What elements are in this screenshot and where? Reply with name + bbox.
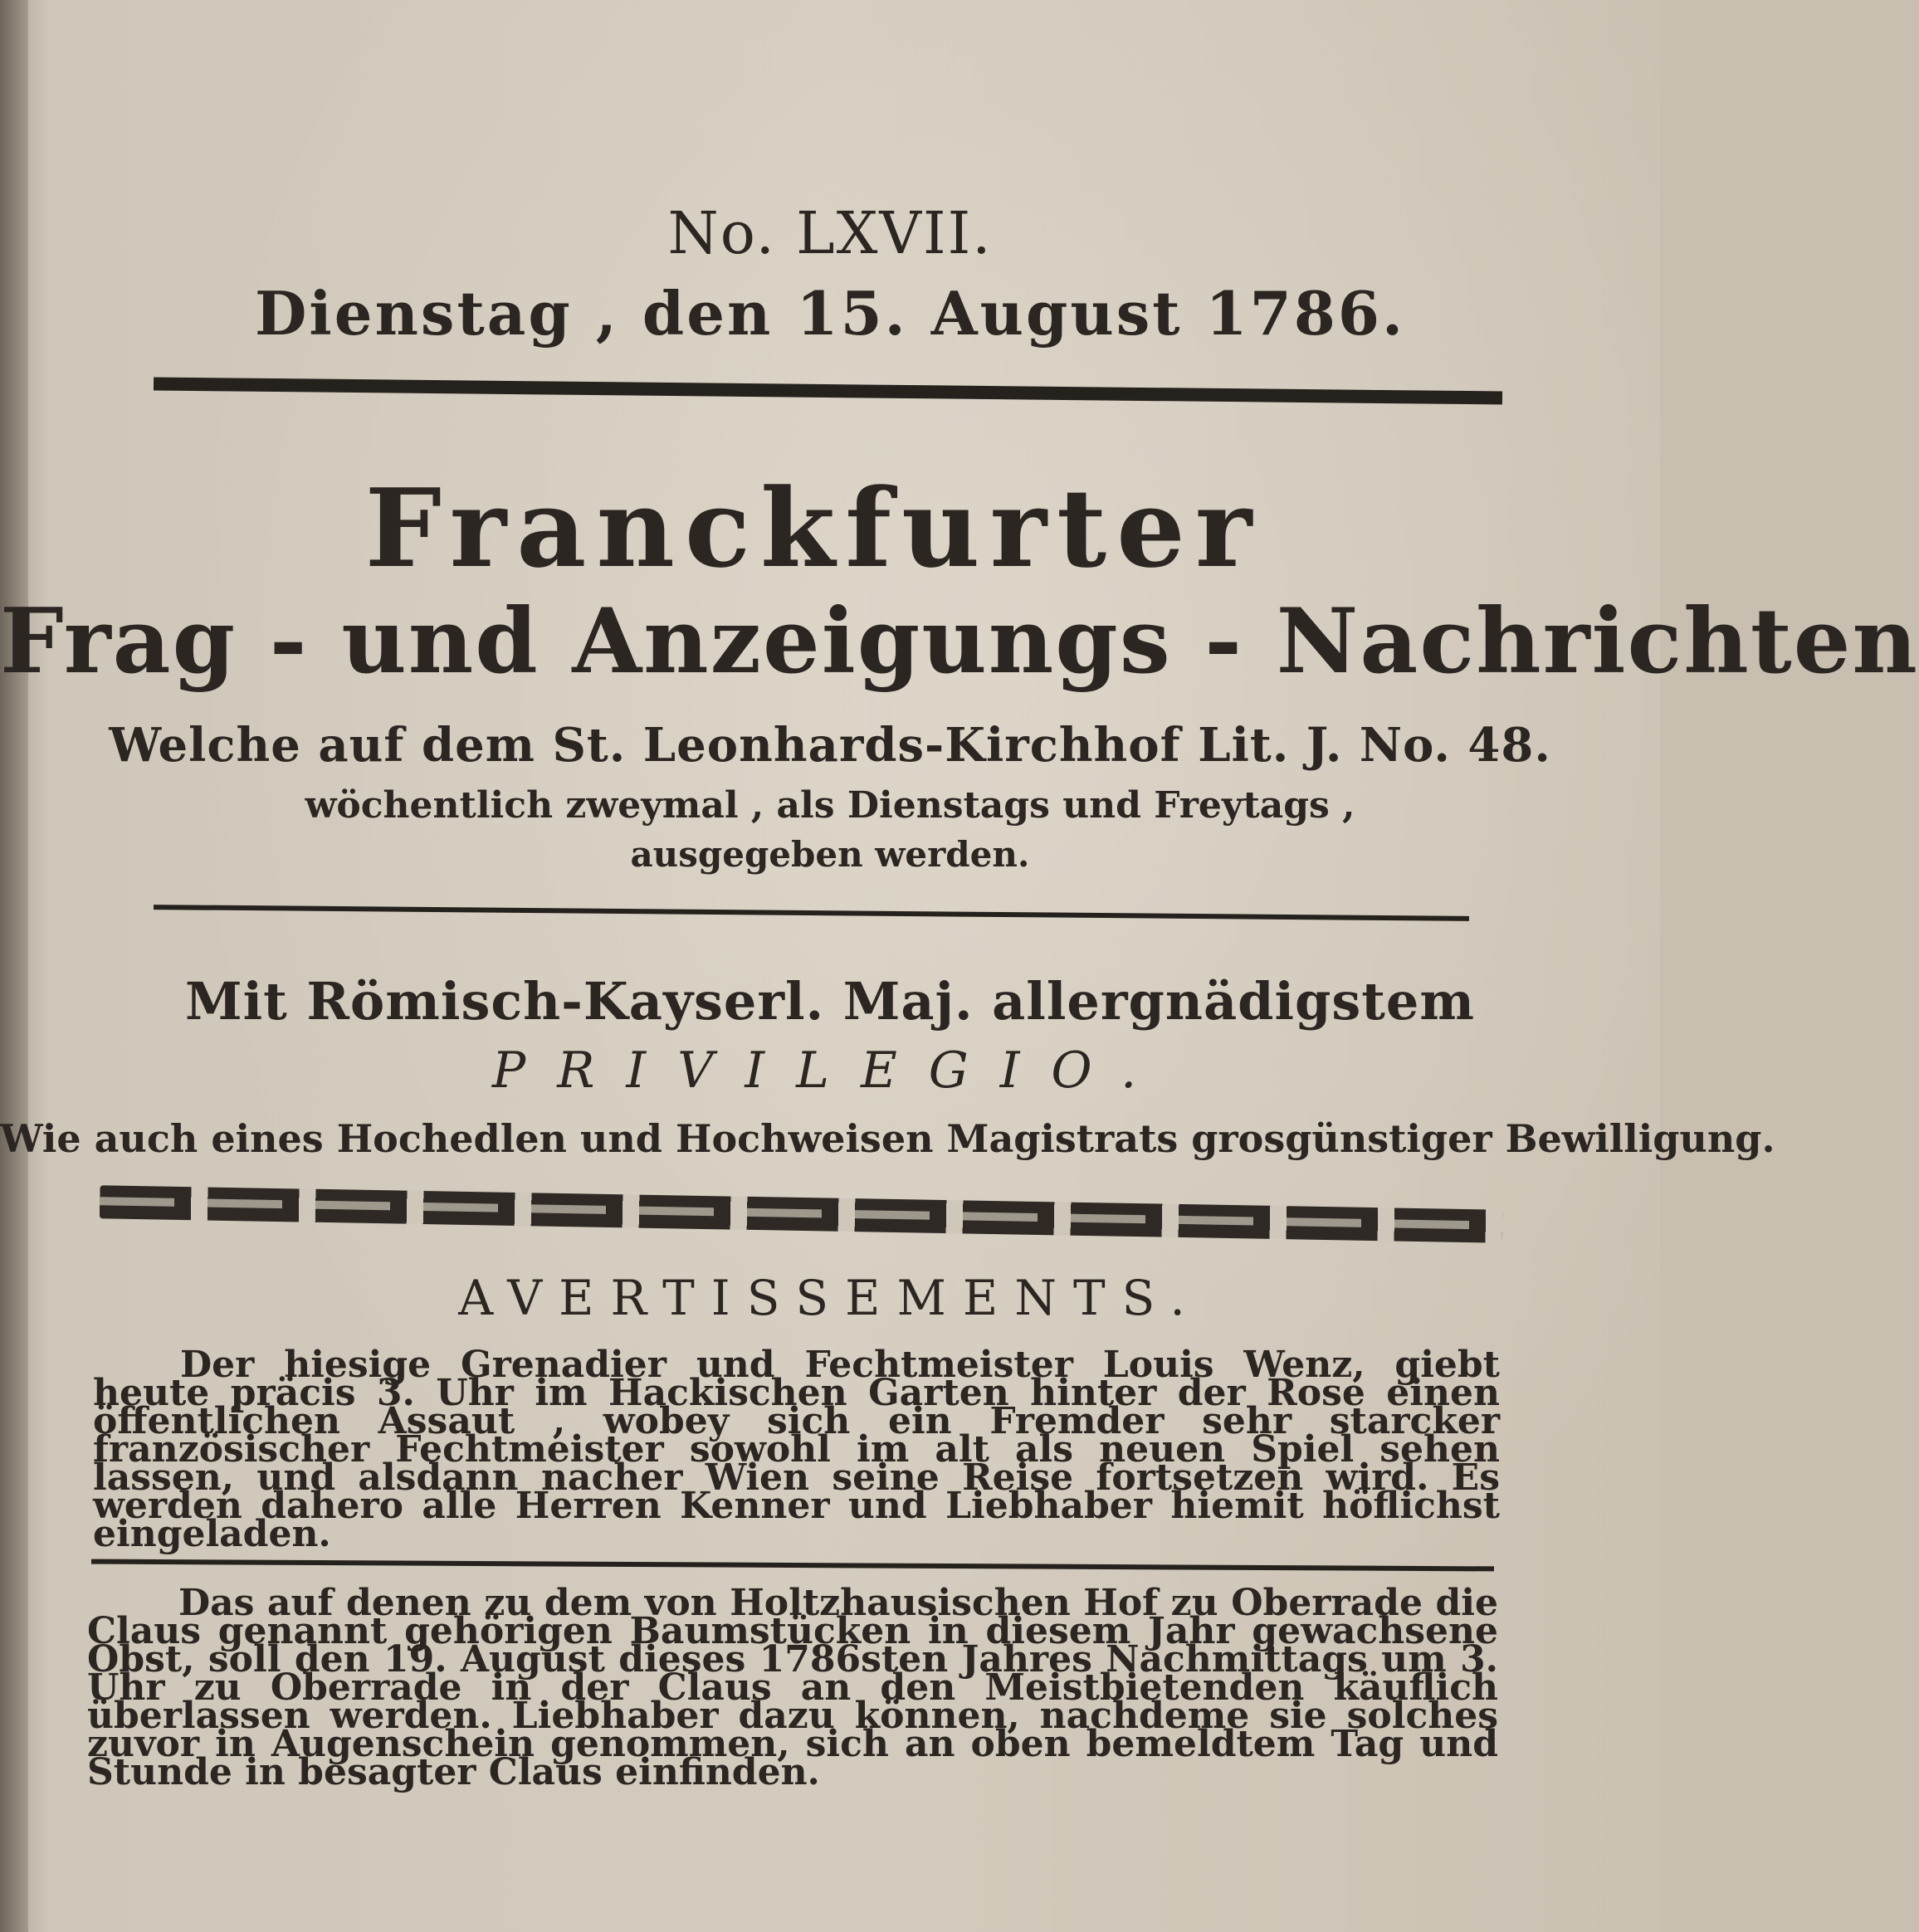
magistrate-approval: Wie auch eines Hochedlen und Hochweisen Magistrats grosgünstiger Bewilligung. xyxy=(0,1116,1775,1161)
publisher-address: Welche auf dem St. Leonhards-Kirchhof Lit. J. No. 48. xyxy=(109,718,1551,773)
privilege-word: PRIVILEGIO. xyxy=(491,1042,1169,1100)
separator-rule xyxy=(91,1559,1494,1572)
masthead-title: Franckfurter xyxy=(364,465,1262,592)
top-rule xyxy=(154,377,1502,404)
masthead-subtitle: Frag - und Anzeigungs - Nachrichten xyxy=(0,589,1919,694)
issue-number: No. LXVII. xyxy=(667,199,993,267)
issue-date: Dienstag , den 15. August 1786. xyxy=(254,278,1406,349)
advertisement-paragraph: Das auf denen zu dem von Holtzhausischen Hof zu Oberrade die Claus genannt gehörigen Baumstücken in diesem Jahr gewachsene Obst, soll den 19. August dieses 1786sten Jahres Nachmittags um 3. Uhr zu Oberrade in der Claus an den Meistbietenden käuflich überlassen werden. Liebhaber dazu können, nachdeme sie solches zuvor in Augenschein genommen, sich an oben bemeldtem Tag und Stunde in besagter Claus einfinden. xyxy=(87,1582,1498,1793)
section-heading: AVERTISSEMENTS. xyxy=(458,1270,1202,1326)
publication-note: ausgegeben werden. xyxy=(630,834,1030,875)
ornamental-border xyxy=(100,1185,1502,1242)
advertisement-paragraph: Der hiesige Grenadier und Fechtmeister Louis Wenz, giebt heute präcis 3. Uhr im Hackischen Garten hinter der Rose einen öffentlichen Assaut , wobey sich ein Fremder sehr starcker französischer Fechtmeister sowohl im alt als neuen Spiel sehen lassen, und alsdann nacher Wien seine Reise fortsetzen wird. Es werden dahero alle Herren Kenner und Liebhaber hiemit höflichst eingeladen. xyxy=(93,1344,1500,1555)
privilege-line: Mit Römisch-Kayserl. Maj. allergnädigstem xyxy=(185,971,1475,1032)
publication-schedule: wöchentlich zweymal , als Dienstags und Freytags , xyxy=(305,784,1355,827)
middle-rule xyxy=(154,905,1469,921)
